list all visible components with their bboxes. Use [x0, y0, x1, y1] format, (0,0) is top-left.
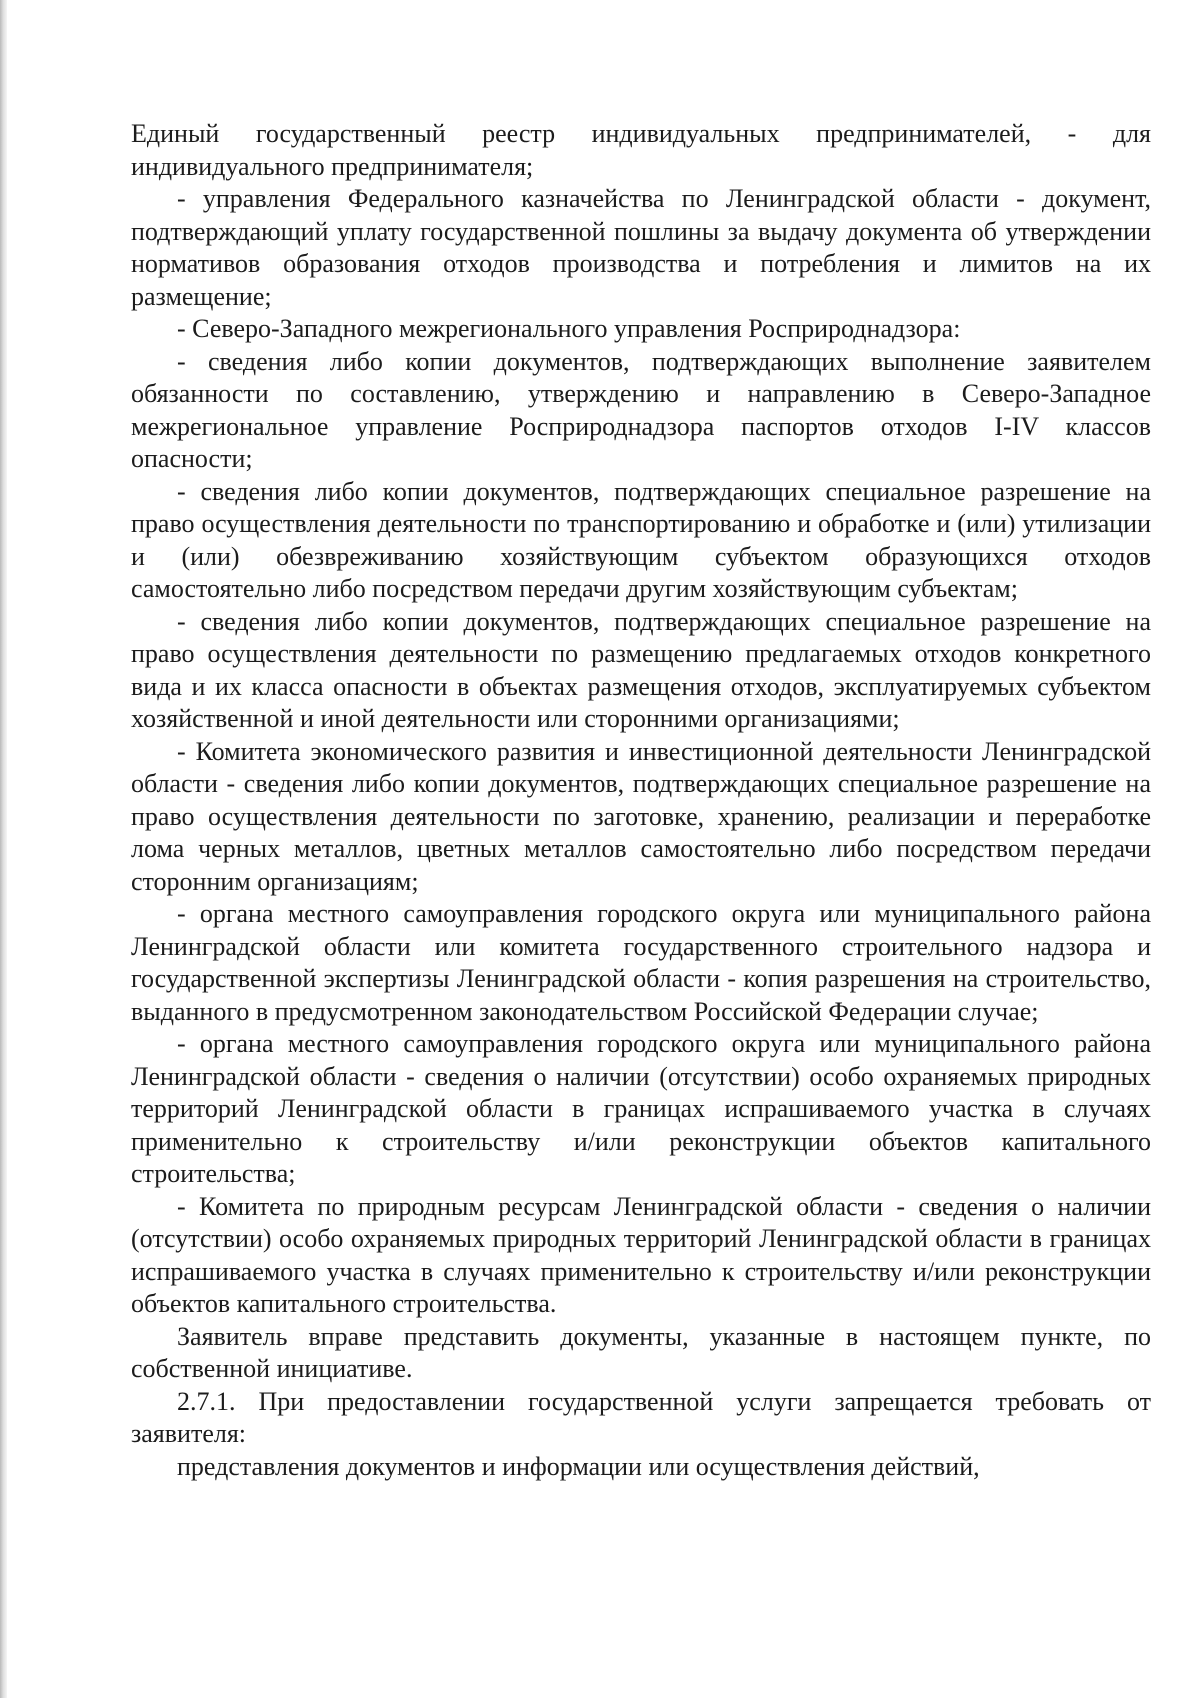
paragraph-protected-areas-committee: - Комитета по природным ресурсам Ленинградской области - сведения о наличии (отсутствии) особо охраняемых природных территорий Ленинградской области в границах испрашиваемого участка в случаях применительно к строительству и/или реконструкции объектов капитального строительства.: [131, 1191, 1151, 1318]
paragraph-placement-permit: - сведения либо копии документов, подтверждающих специальное разрешение на право осуществления деятельности по размещению предлагаемых отходов конкретного вида и их класса опасности в объектах размещения отходов, эксплуатируемых субъектом хозяйственной и иной деятельности или сторонними организациями;: [131, 606, 1151, 733]
paragraph-requirements-start: представления документов и информации или осуществления действий,: [177, 1451, 980, 1481]
paragraph-transport-permit: - сведения либо копии документов, подтверждающих специальное разрешение на право осуществления деятельности по транспортированию и обработке и (или) утилизации и (или) обезвреживанию хозяйствующим субъектом образующихся отходов самостоятельно либо посредством передачи другим хозяйствующим субъектам;: [131, 476, 1151, 603]
document-page: [131, 118, 1151, 1483]
paragraph-construction-permit: - органа местного самоуправления городского округа или муниципального района Ленинградской области или комитета государственного строительного надзора и государственной экспертизы Ленинградской области - копия разрешения на строительство, выданного в предусмотренном законодательством Российской Федерации случае;: [131, 899, 1151, 1026]
paragraph-registry: Единый государственный реестр индивидуальных предпринимателей, - для индивидуального предпринимателя;: [131, 119, 1151, 181]
paragraph-economic-committee: - Комитета экономического развития и инвестиционной деятельности Ленинградской области - сведения либо копии документов, подтверждающих специальное разрешение на право осуществления деятельности по заготовке, хранению, реализации и переработке лома черных металлов, цветных металлов самостоятельно либо посредством передачи сторонним организациям;: [131, 736, 1151, 896]
scan-edge-shadow: [0, 0, 7, 1698]
paragraph-protected-areas-municipal: - органа местного самоуправления городского округа или муниципального района Ленинградской области - сведения о наличии (отсутствии) особо охраняемых природных территорий Ленинградской области в границах испрашиваемого участка в случаях применительно к строительству и/или реконструкции объектов капитального строительства;: [131, 1029, 1151, 1188]
paragraph-section-2-7-1: 2.7.1. При предоставлении государственной услуги запрещается требовать от заявителя:: [131, 1386, 1151, 1448]
paragraph-treasury: - управления Федерального казначейства по Ленинградской области - документ, подтверждающий уплату государственной пошлины за выдачу документа об утверждении нормативов образования отходов производства и потребления и лимитов на их размещение;: [131, 184, 1151, 311]
paragraph-own-initiative: Заявитель вправе представить документы, указанные в настоящем пункте, по собственной инициативе.: [131, 1321, 1151, 1383]
paragraph-waste-passports: - сведения либо копии документов, подтверждающих выполнение заявителем обязанности по составлению, утверждению и направлению в Северо-Западное межрегиональное управление Росприроднадзора паспортов отходов I-IV классов опасности;: [131, 346, 1151, 473]
paragraph-rosprirodnadzor: - Северо-Западного межрегионального управления Росприроднадзора:: [177, 314, 961, 343]
